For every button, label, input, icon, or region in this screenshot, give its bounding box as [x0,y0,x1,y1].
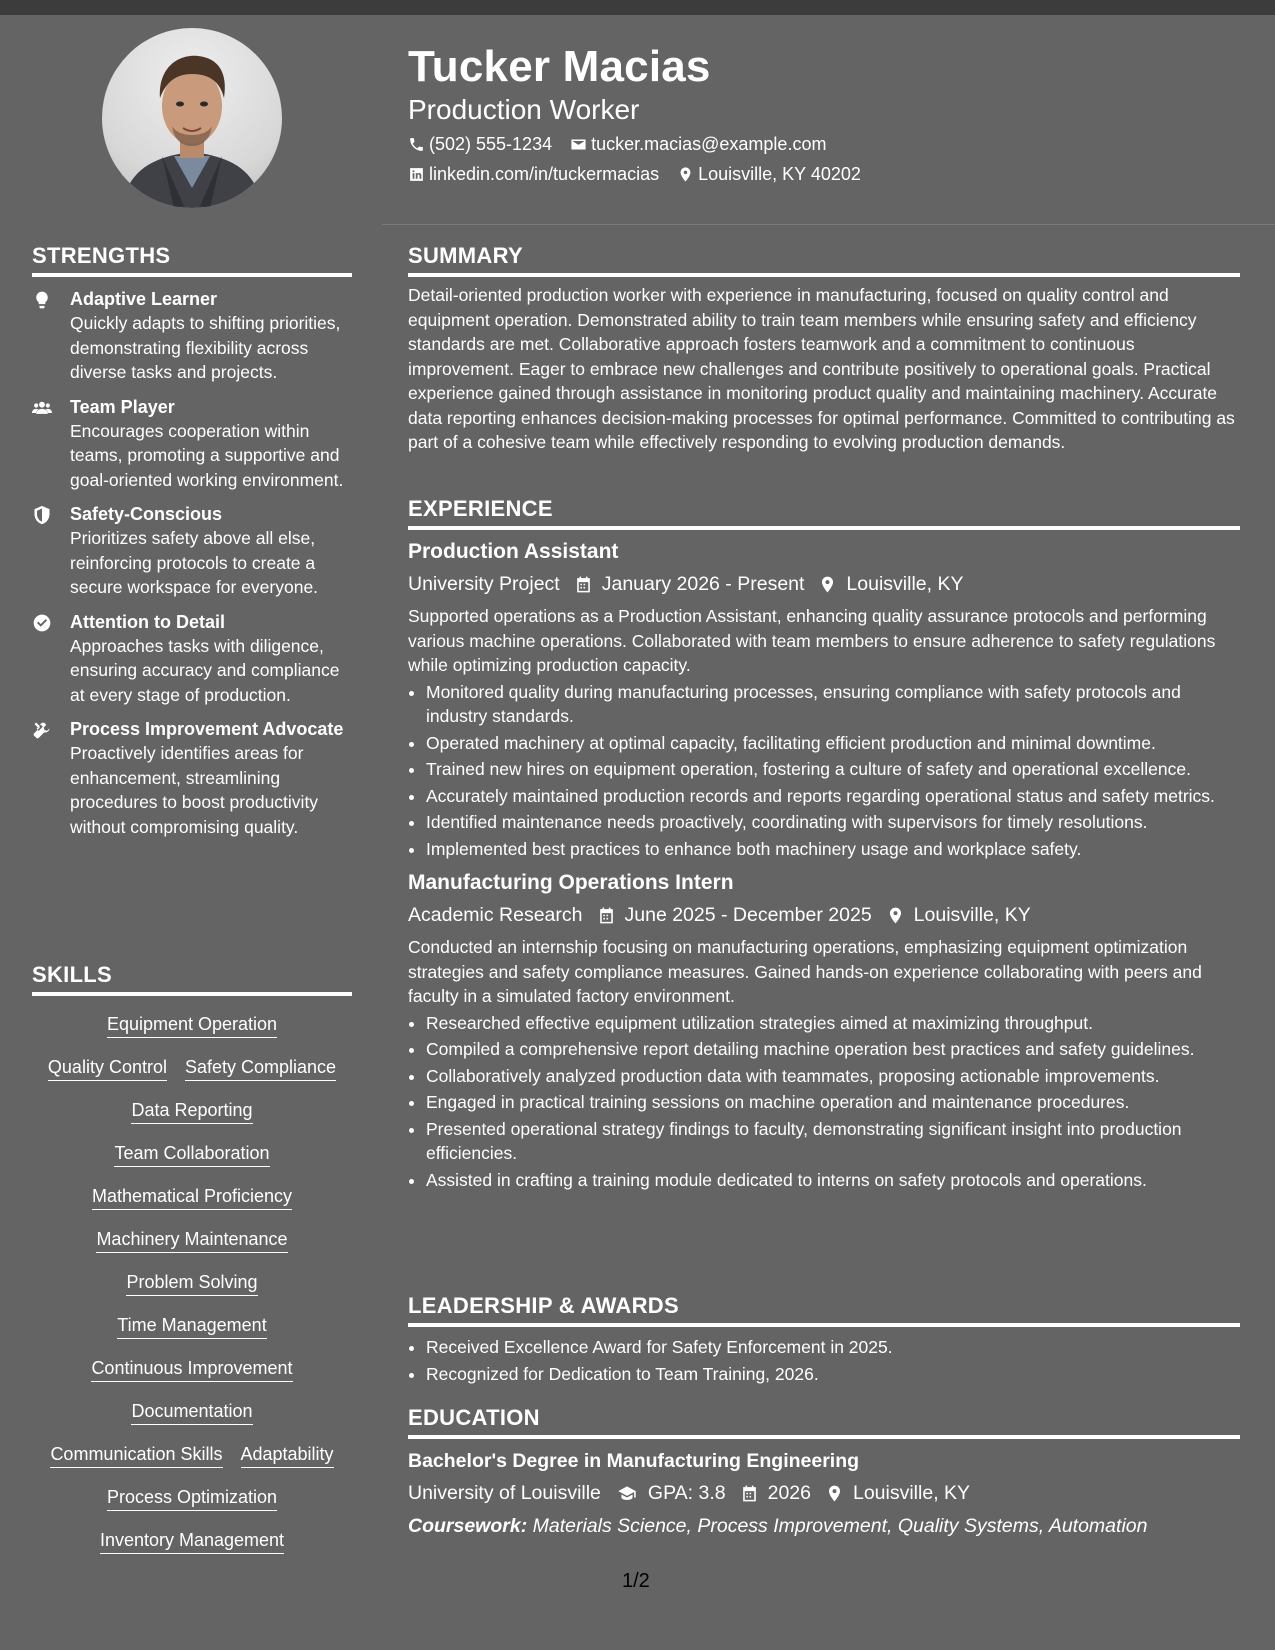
job-bullet: • Implemented best practices to enhance both machinery usage and workplace safety. [426,837,1240,862]
awards-section [408,1293,1240,1388]
job-bullet: • Collaboratively analyzed production data with teammates, proposing actionable improvements. [426,1064,1240,1089]
education-location-text: Louisville, KY [852,1482,971,1504]
calendar-icon [740,1484,759,1503]
tools-icon [32,720,52,740]
strength-description: Encourages cooperation within teams, promoting a supportive and goal-oriented working environment. [70,420,344,490]
job-position: Production Assistant [408,540,619,563]
calendar-icon [574,575,593,594]
location [677,164,861,185]
job-bullet: • Trained new hires on equipment operation, fostering a culture of safety and operational excellence. [426,757,1240,782]
job-bullet: • Engaged in practical training sessions on machine operation and maintenance procedures. [426,1090,1240,1115]
strength-item [32,717,352,839]
linkedin-url[interactable]: linkedin.com/in/tuckermacias [429,164,660,184]
job-meta [408,570,1240,598]
skill-tag: Process Optimization [107,1485,277,1511]
summary-section [408,243,1240,455]
skill-tag: Adaptability [241,1442,334,1468]
linkedin[interactable] [408,164,659,185]
skill-tag: Mathematical Proficiency [92,1184,292,1210]
contact-row [408,134,844,155]
check-circle-icon [32,613,52,633]
job-location-text: Louisville, KY [913,904,1031,926]
job-bullet: • Monitored quality during manufacturing processes, ensuring compliance with safety protocols and industry standards. [426,680,1240,729]
job-dates [597,901,872,929]
strengths-heading: STRENGTHS [32,243,352,277]
skill-tag: Continuous Improvement [91,1356,292,1382]
degree: Bachelor's Degree in Manufacturing Engineering [408,1450,860,1472]
map-pin-icon [818,575,837,594]
envelope-icon [570,136,587,153]
education-heading: EDUCATION [408,1405,1240,1439]
education-meta [408,1479,1240,1507]
experience-section [408,496,1240,1194]
skills-list [32,1012,352,1554]
graduation-cap-icon [615,1484,639,1503]
job-org: Academic Research [408,904,583,926]
email-address[interactable]: tucker.macias@example.com [591,134,827,154]
phone [408,134,552,155]
job-bullets [408,680,1240,862]
job-bullet: • Accurately maintained production records and reports regarding operational status and safety metrics. [426,784,1240,809]
strength-title: Adaptive Learner [70,289,218,309]
location-text: Louisville, KY 40202 [698,164,861,184]
coursework [408,1512,1240,1540]
skill-tag: Quality Control [48,1055,167,1081]
candidate-name: Tucker Macias [408,42,711,91]
strength-description: Prioritizes safety above all else, reinforcing protocols to create a secure workspace for everyone. [70,528,319,597]
calendar-icon [597,906,616,925]
job-description: Supported operations as a Production Assistant, enhancing quality assurance protocols and performing various machine operations. Collaborated with team members to ensure adherence to safety regulations while optimizing production capacity. [408,606,1216,675]
strength-item [32,502,352,600]
strength-description: Proactively identifies areas for enhancement, streamlining procedures to boost productivity without compromising quality. [70,743,319,837]
top-bar [0,0,1275,15]
education-location [825,1479,970,1507]
skill-tag: Problem Solving [126,1270,257,1296]
job-dates-text: January 2026 - Present [601,573,805,595]
strength-title: Safety-Conscious [70,504,223,524]
skill-tag: Team Collaboration [114,1141,269,1167]
skill-tag: Time Management [117,1313,266,1339]
experience-heading: EXPERIENCE [408,496,1240,530]
job-entry [408,538,1240,861]
map-pin-icon [677,166,694,183]
strength-item [32,610,352,708]
map-pin-icon [825,1484,844,1503]
header-divider [382,224,1275,225]
job-bullet: • Presented operational strategy findings to faculty, demonstrating significant insight into production efficiencies. [426,1117,1240,1166]
education-section [408,1405,1240,1540]
job-bullet: • Identified maintenance needs proactively, coordinating with supervisors for timely resolutions. [426,810,1240,835]
linkedin-icon [408,166,425,183]
email[interactable] [570,134,826,155]
map-pin-icon [886,906,905,925]
skills-heading: SKILLS [32,962,352,996]
skill-tag: Safety Compliance [185,1055,336,1081]
school: University of Louisville [408,1482,601,1504]
skill-tag: Machinery Maintenance [96,1227,287,1253]
job-location [818,570,963,598]
profile-photo [102,28,282,208]
awards-list [408,1335,1240,1386]
skills-section [32,962,352,1554]
strength-item [32,395,352,493]
phone-number: (502) 555-1234 [429,134,553,154]
skill-tag: Equipment Operation [107,1012,277,1038]
job-entry [408,869,1240,1192]
users-icon [32,398,52,418]
job-description: Conducted an internship focusing on manufacturing operations, emphasizing equipment optimization strategies and safety compliance measures. Gained hands-on experience collaborating with peers and faculty in a simulated factory environment. [408,937,1202,1006]
gpa-text: GPA: 3.8 [647,1482,726,1504]
strength-title: Team Player [70,396,175,417]
job-bullet: • Assisted in crafting a training module dedicated to interns on safety protocols and operations. [426,1168,1240,1193]
job-location [886,901,1031,929]
award-item: • Received Excellence Award for Safety Enforcement in 2025. [426,1335,1240,1360]
strength-title: Attention to Detail [70,611,225,632]
page-number: 1/2 [622,1570,650,1592]
skill-tag: Documentation [131,1399,252,1425]
shield-icon [32,505,52,525]
skill-tag: Communication Skills [50,1442,222,1468]
graduation-year [740,1479,811,1507]
job-dates [574,570,805,598]
awards-heading: LEADERSHIP & AWARDS [408,1293,1240,1327]
strength-title: Process Improvement Advocate [70,719,344,739]
job-bullet: • Compiled a comprehensive report detailing machine operation best practices and safety guidelines. [426,1037,1240,1062]
job-position: Manufacturing Operations Intern [408,871,734,894]
strength-description: Quickly adapts to shifting priorities, demonstrating flexibility across diverse tasks and projects. [70,313,341,382]
contact-row [408,164,879,185]
strengths-section [32,243,352,839]
lightbulb-icon [32,290,52,310]
job-org: University Project [408,573,560,595]
strength-item [32,287,352,385]
summary-heading: SUMMARY [408,243,1240,277]
job-bullet: • Operated machinery at optimal capacity, facilitating efficient production and minimal downtime. [426,731,1240,756]
skill-tag: Inventory Management [100,1528,284,1554]
phone-icon [408,136,425,153]
year-text: 2026 [767,1482,811,1504]
coursework-label: Coursework: [408,1515,528,1537]
summary-text: Detail-oriented production worker with experience in manufacturing, focused on quality control and equipment operation. Demonstrated ability to train team members while ensuring safety and efficiency standards are met. Collaborative approach fosters teamwork and a commitment to continuous improvement. Eager to embrace new challenges and contribute positively to operational goals. Practical experience gained through assistance in monitoring product quality and maintaining machinery. Accurate data reporting enhances decision-making processes for optimal performance. Committed to contributing as part of a cohesive team while effectively responding to evolving production demands. [408,285,1235,452]
job-bullets [408,1011,1240,1193]
skill-tag: Data Reporting [131,1098,252,1124]
job-dates-text: June 2025 - December 2025 [624,904,872,926]
strength-description: Approaches tasks with diligence, ensuring accuracy and compliance at every stage of production. [70,635,340,705]
job-meta [408,901,1240,929]
job-location-text: Louisville, KY [846,573,964,595]
award-item: • Recognized for Dedication to Team Training, 2026. [426,1362,1240,1387]
job-bullet: • Researched effective equipment utilization strategies aimed at maximizing throughput. [426,1011,1240,1036]
coursework-list: Materials Science, Process Improvement, Quality Systems, Automation [532,1515,1148,1537]
job-title: Production Worker [408,94,640,125]
gpa [615,1479,726,1507]
